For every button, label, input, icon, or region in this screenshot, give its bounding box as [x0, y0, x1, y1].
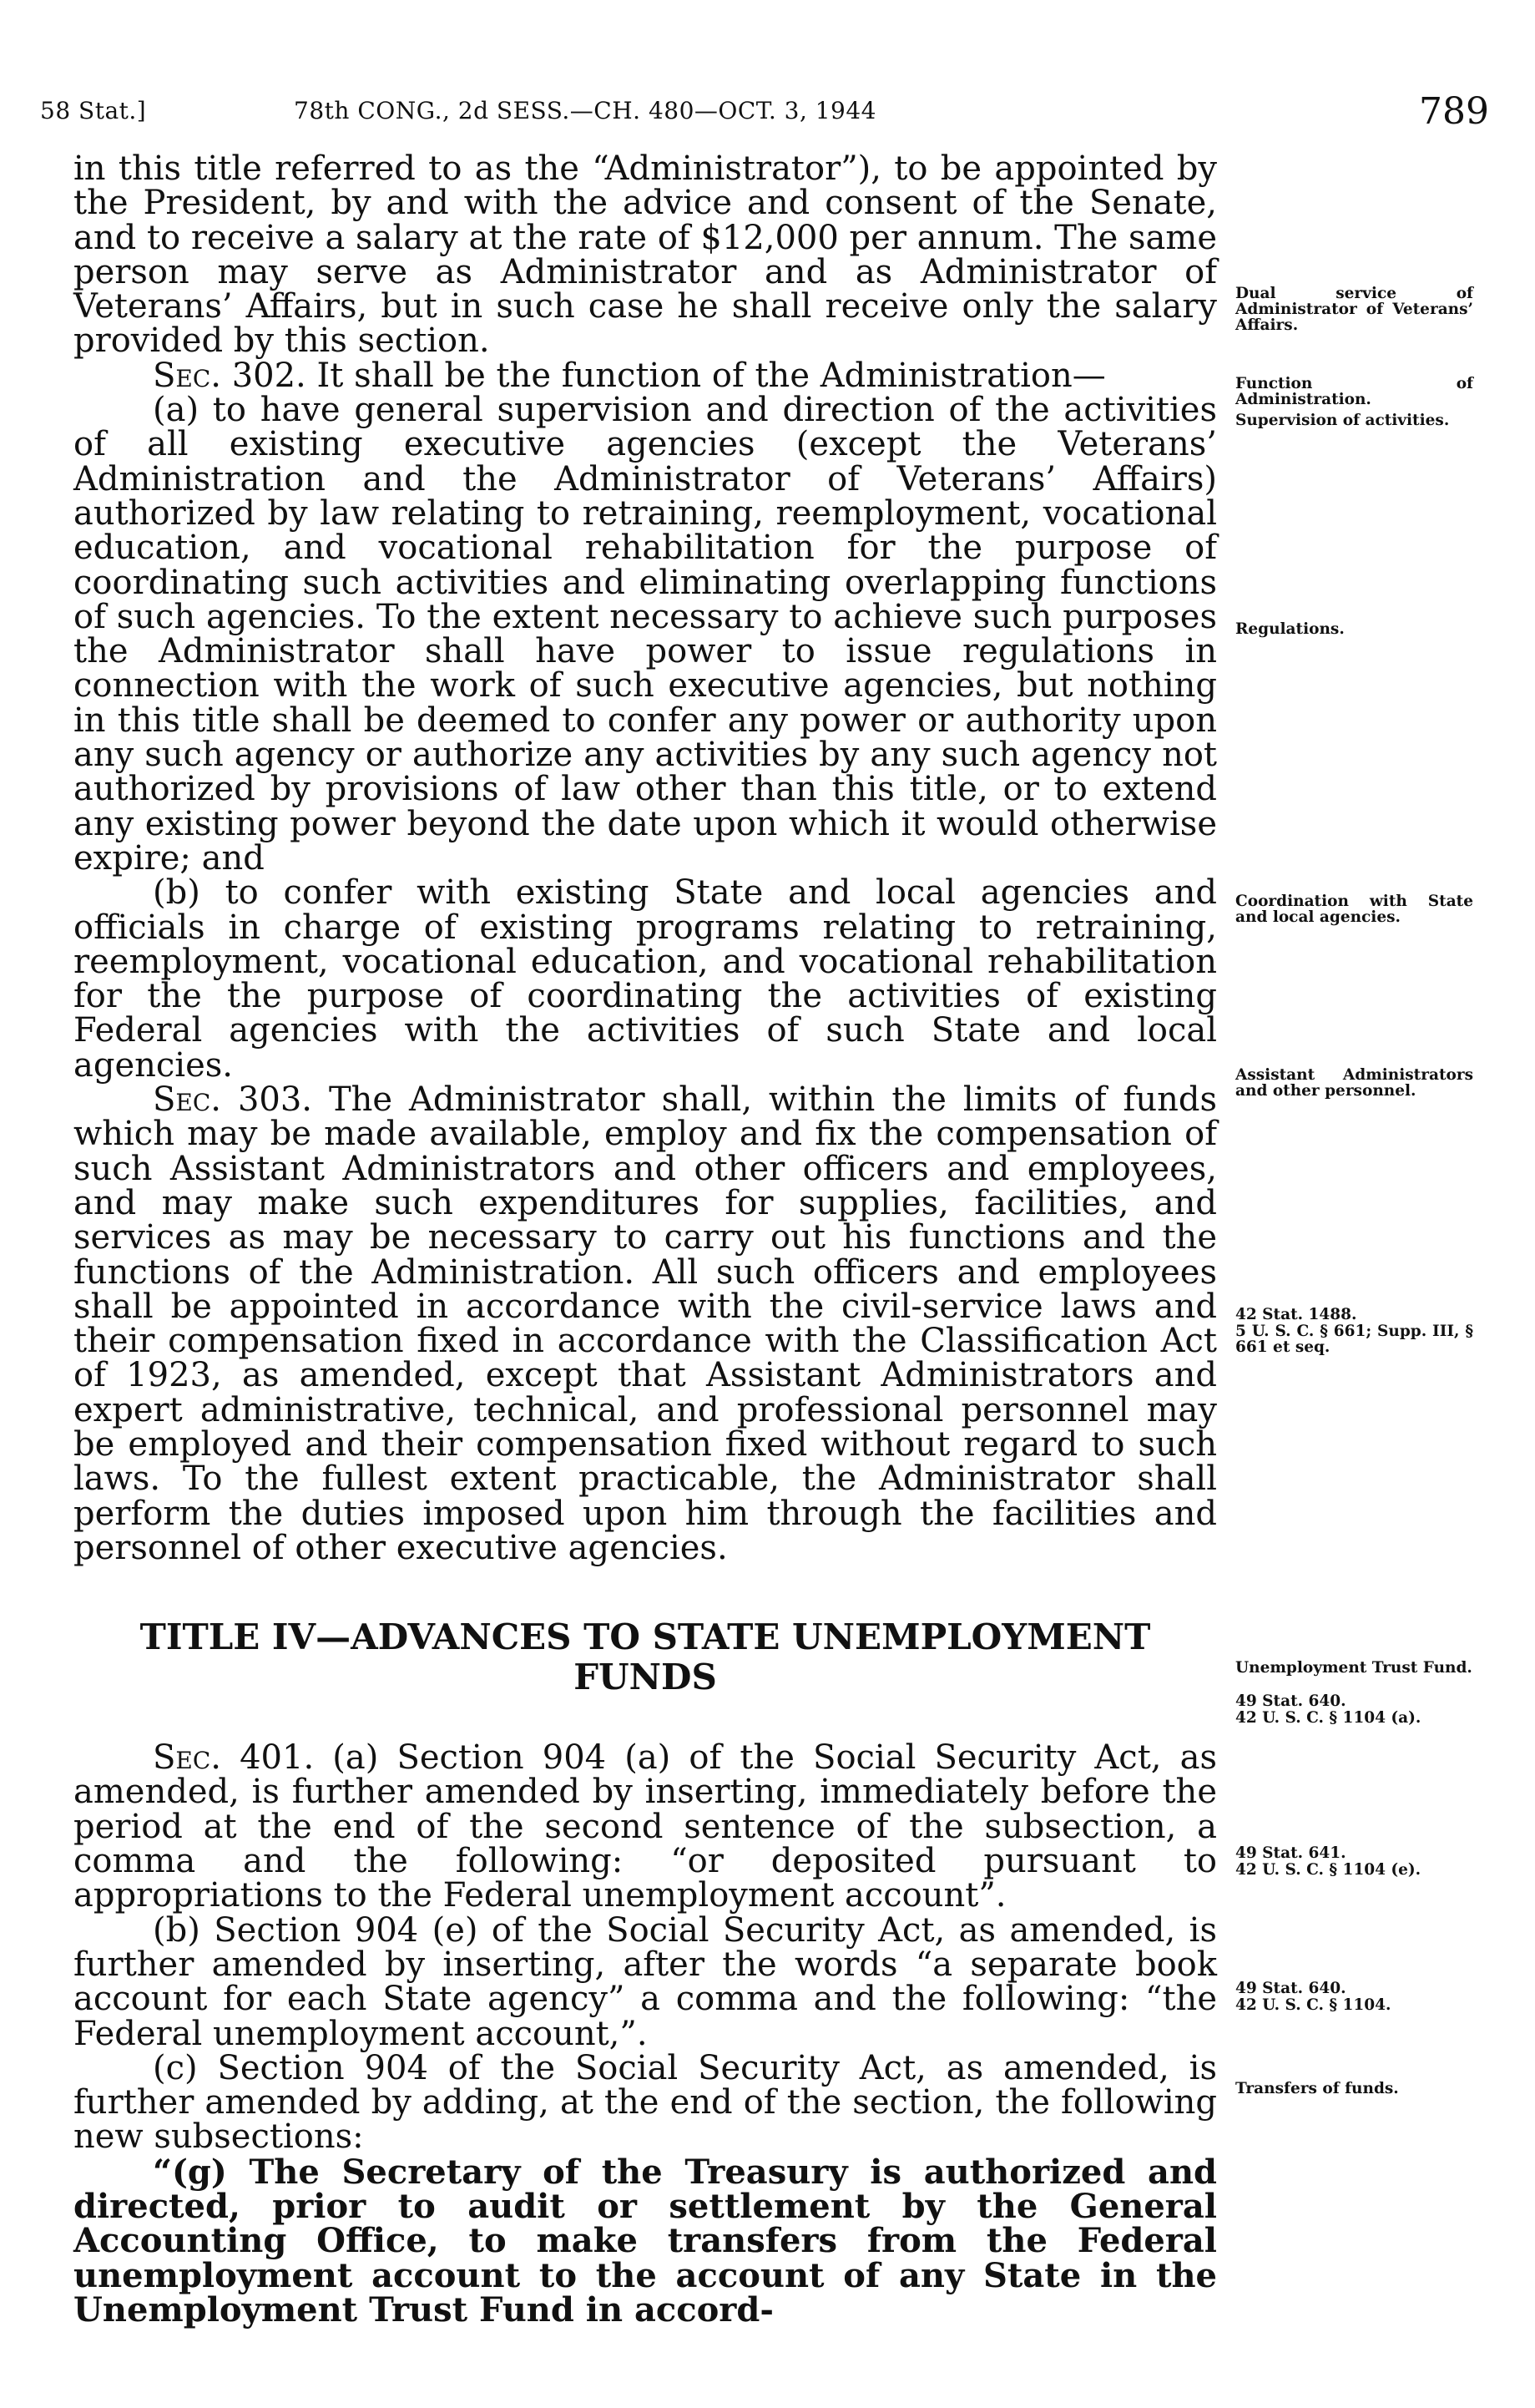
paragraph-sec-302: Sec. 302. It shall be the function of the Administration—: [153, 356, 1106, 395]
running-header: [0, 90, 1535, 132]
congress-session-line: 78th CONG., 2d SESS.—CH. 480—OCT. 3, 1944: [294, 97, 876, 124]
margin-note: 49 Stat. 641.: [1235, 1844, 1346, 1862]
page-number: 789: [1419, 90, 1489, 133]
paragraph-401-c: (c) Section 904 of the Social Security Act, as amended, is further amended by adding, at the end of the section, the following new subsections:: [73, 2048, 1217, 2157]
paragraph-continuation: in this title referred to as the “Administrator”), to be appointed by the President, by and with the advice and consent of the Senate, and to receive a salary at the rate of $12,000 per annum. The same person may serve as Administrator and as Administrator of Veterans’ Affairs, but in such case he shall receive only the salary provided by this section.: [73, 149, 1217, 361]
main-text: [73, 149, 1217, 2330]
margin-note: 42 U. S. C. § 1104.: [1235, 1996, 1391, 2014]
paragraph-sec-303: Sec. 303. The Administrator shall, within the limits of funds which may be made available, employ and fix the compensation of such Assistant Administrators and other officers and employees, and may make such expenditures for supplies, facilities, and services as may be necessary to carry out his functions and the functions of the Administration. All such officers and employees shall be appointed in accordance with the civil-service laws and their compensation fixed in accordance with the Classification Act of 1923, as amended, except that Assistant Administrators and expert administrative, technical, and professional personnel may be employed and their compensation fixed without regard to such laws. To the fullest extent practicable, the Administrator shall perform the duties imposed upon him through the facilities and personnel of other executive agencies.: [73, 1080, 1217, 1567]
margin-note: 42 Stat. 1488.: [1235, 1306, 1357, 1323]
margin-note: 49 Stat. 640.: [1235, 1692, 1346, 1710]
margin-note: 5 U. S. C. § 661; Supp. III, § 661 et seq.: [1235, 1323, 1473, 1356]
statute-reference: 58 Stat.]: [40, 97, 147, 124]
margin-note: 42 U. S. C. § 1104 (e).: [1235, 1861, 1421, 1879]
margin-note: 49 Stat. 640.: [1235, 1980, 1346, 1997]
paragraph-302-b: (b) to confer with existing State and local agencies and officials in charge of existing programs relating to retraining, reemployment, vocational education, and vocational rehabilitation for the the purpose of coordinating the activities of existing Federal agencies with the activities of such State and local agencies.: [73, 873, 1217, 1085]
section-label: Sec.: [153, 356, 221, 395]
margin-note: 42 U. S. C. § 1104 (a).: [1235, 1709, 1421, 1727]
margin-note: Unemployment Trust Fund.: [1235, 1659, 1472, 1677]
section-label: Sec.: [153, 1080, 221, 1120]
margin-note: Dual service of Administrator of Veterans’ Affairs.: [1235, 285, 1473, 334]
margin-note: Regulations.: [1235, 620, 1345, 638]
margin-note: Supervision of activities.: [1235, 412, 1450, 429]
paragraph-401-b: (b) Section 904 (e) of the Social Security Act, as amended, is further amended by inserting, after the words “a separate book account for each State agency” a comma and the following: “the Federal unemployment account,”.: [73, 1910, 1217, 2053]
margin-note: Coordination with State and local agencies.: [1235, 893, 1473, 926]
margin-note: Function of Administration.: [1235, 375, 1473, 408]
margin-note: Transfers of funds.: [1235, 2080, 1399, 2097]
section-label: Sec.: [153, 1738, 221, 1778]
margin-note: Assistant Administrators and other personnel.: [1235, 1066, 1473, 1100]
title-iv-heading: TITLE IV—ADVANCES TO STATE UNEMPLOYMENT FUNDS: [139, 1616, 1151, 1698]
paragraph-302-a: (a) to have general supervision and direction of the activities of all existing executive agencies (except the Veterans’ Administration and the Administrator of Veterans’ Affairs) authorized by law relating to retraining, reemployment, vocational education, and vocational rehabilitation for the purpose of coordinating such activities and eliminating overlapping functions of such agencies. To the extent necessary to achieve such purposes the Administrator shall have power to issue regulations in connection with the work of such executive agencies, but nothing in this title shall be deemed to confer any power or authority upon any such agency or authorize any activities by any such agency not authorized by provisions of law other than this title, or to extend any existing power beyond the date upon which it would otherwise expire; and: [73, 391, 1217, 878]
paragraph-401-g: “(g) The Secretary of the Treasury is authorized and directed, prior to audit or settlement by the General Accounting Office, to make transfers from the Federal unemployment account to the account of any State in the Unemployment Trust Fund in accord-: [73, 2152, 1217, 2330]
paragraph-sec-401-a: Sec. 401. (a) Section 904 (a) of the Social Security Act, as amended, is further amended by inserting, immediately before the period at the end of the second sentence of the subsection, a comma and the following: “or deposited pursuant to appropriations to the Federal unemployment account”.: [73, 1738, 1217, 1915]
